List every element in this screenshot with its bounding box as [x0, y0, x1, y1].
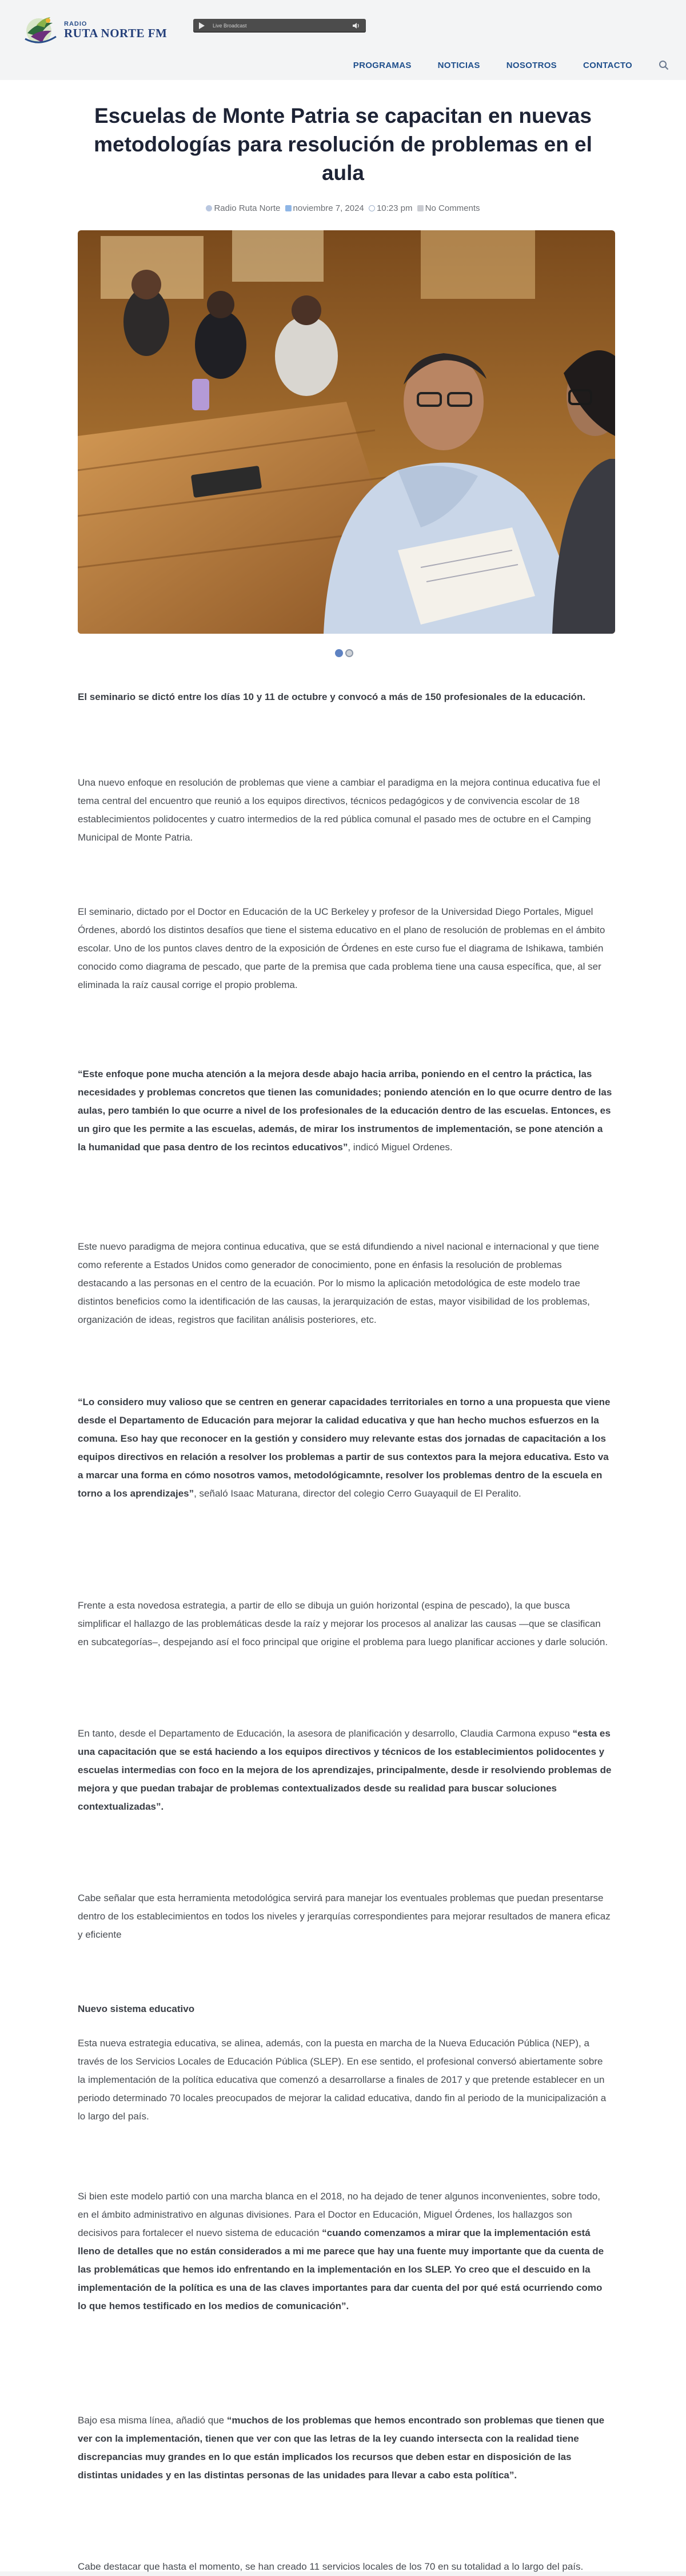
main-nav: [327, 60, 669, 70]
paragraph-bold: “muchos de los problemas que hemos encontrado son problemas que tienen que ver con la implementación, tienen que ver con que las letras de la ley cuando intersecta con la realidad tiene discrepancias muy grandes en lo que están implicados los recursos que deben estar en disposición de las distintas unidades y en las distintas personas de las unidades para llevar a cabo esta política”.: [78, 2415, 605, 2481]
meta-date: [285, 203, 364, 213]
paragraph-bold: “Este enfoque pone mucha atención a la mejora desde abajo hacia arriba, poniendo en el centro la práctica, las necesidades y problemas concretos que tienen las comunidades; poniendo atención en lo que ocurre dentro de las aulas, pero también lo que ocurre a nivel de los profesionales de la educación dentro de las escuelas. Entonces, es un giro que les permite a las escuelas, además, de mirar los instrumentos de implementación, se pone atención a la humanidad que pasa dentro de los recintos educativos”: [78, 1069, 612, 1153]
share-buttons: [335, 649, 356, 657]
nav-noticias[interactable]: NOTICIAS: [437, 60, 480, 70]
meta-comments[interactable]: [417, 203, 480, 213]
quote-paragraph: [78, 2411, 612, 2485]
logo-mark-icon: [19, 10, 61, 50]
nav-programas[interactable]: PROGRAMAS: [353, 60, 412, 70]
whatsapp-icon[interactable]: [345, 649, 353, 657]
article-title: Escuelas de Monte Patria se capacitan en nuevas metodologías para resolución de problemas en el aula: [94, 104, 592, 185]
paragraph: Esta nueva estrategia educativa, se alinea, además, con la puesta en marcha de la Nueva Educación Pública (NEP), a través de los Servicios Locales de Educación Pública (SLEP). En ese sentido, el profesional conversó abiertamente sobre la implementación de la política educativa que comenzó a desarrollarse a finales de 2017 y que pretende establecer en un periodo determinado 70 locales preocupados de mejorar la calidad educativa, dando fin al periodo de la municipalización a lo largo del país.: [78, 2038, 607, 2122]
share-icon[interactable]: [335, 649, 343, 657]
player-title: Live Broadcast: [213, 23, 247, 29]
nav-nosotros[interactable]: NOSOTROS: [506, 60, 557, 70]
paragraph-bold: “esta es una capacitación que se está haciendo a los equipos directivos y técnicos de los establecimientos polidocentes y escuelas intermedias con foco en la mejora de los aprendizajes, principalmente, desde ir resolviendo problemas de mejora y que puedan trabajar de problemas contextualizados desde su realidad para buscar soluciones contextualizadas”.: [78, 1728, 612, 1812]
article-meta: [0, 203, 686, 214]
paragraph-bold: “Lo considero muy valioso que se centren en generar capacidades territoriales en torno a una propuesta que viene desde el Departamento de Educación para mejorar la calidad educativa y que han hecho muchos esfuerzos en la comuna. Eso hay que reconocer en la gestión y considero muy relevante estas dos jornadas de capacitación a los equipos directivos en relación a resolver los problemas a partir de sus contextos para la mejora educativa. Esto va a marcar una forma en cómo nosotros vamos, metodológicamnte, resolver los problemas dentro de la escuela en torno a los aprendizajes”: [78, 1397, 611, 1499]
paragraph-lead: Si bien este modelo partió con una marcha blanca en el 2018, no ha dejado de tener algunos inconvenientes, sobre todo, en el ámbito administrativo en algunas divisiones. Para el Doctor en Educación, Miguel Órdenes, los hallazgos son decisivos para fortalecer el nuevo sistema de educación: [78, 2191, 600, 2238]
radio-player[interactable]: [193, 19, 366, 33]
paragraph-bold: El seminario se dictó entre los días 10 y 11 de octubre y convocó a más de 150 profesionales de la educación.: [78, 691, 586, 702]
nav-contacto[interactable]: CONTACTO: [583, 60, 632, 70]
quote-paragraph: [78, 1725, 612, 1816]
featured-image: [78, 230, 615, 634]
paragraph-lead: En tanto, desde el Departamento de Educación, la asesora de planificación y desarrollo, Claudia Carmona expuso: [78, 1728, 573, 1739]
quote-paragraph: [78, 1393, 612, 1503]
meta-time-text: 10:23 pm: [376, 203, 413, 213]
paragraph: Cabe señalar que esta herramienta metodológica servirá para manejar los eventuales problemas que puedan presentarse dentro de los establecimientos en todos los niveles y jerarquías correspondientes para mejorar resultados de manera eficaz y eficiente: [78, 1893, 611, 1940]
site-logo[interactable]: [19, 10, 180, 50]
search-icon[interactable]: [659, 60, 669, 70]
paragraph-bold: “cuando comenzamos a mirar que la implementación está lleno de detalles que no están considerados a mi me parece que hay una fuente muy importante que da cuenta de las problemáticas que hemos ido enfrentando en la implementación en los SLEP. Yo creo que el descuido en la implementación de la política es una de las claves importantes para dar cuenta del por qué está ocurriendo como lo que hemos testificado en los medios de comunicación”.: [78, 2227, 604, 2311]
meta-author[interactable]: [206, 203, 280, 213]
paragraph: Frente a esta novedosa estrategia, a partir de ello se dibuja un guión horizontal (espina de pescado), la que busca simplificar el hallazgo de las problemáticas desde la raíz y mejorar los procesos al analizar las causas —que se clasifican en subcategorías–, despejando así el foco principal que origine el problema para luego planificar acciones y darle solución.: [78, 1600, 608, 1647]
paragraph: Cabe destacar que hasta el momento, se han creado 11 servicios locales de los 70 en su totalidad a lo largo del país.: [78, 2561, 584, 2572]
quote-paragraph: [78, 2187, 612, 2315]
quote-paragraph: [78, 1065, 612, 1157]
article: [0, 80, 686, 2571]
article-lead: [78, 688, 612, 706]
meta-date-text: noviembre 7, 2024: [293, 203, 364, 213]
volume-icon[interactable]: [352, 22, 360, 29]
paragraph-attribution: , indicó Miguel Ordenes.: [348, 1142, 453, 1153]
clock-icon: [369, 205, 375, 211]
paragraph: El seminario, dictado por el Doctor en Educación de la UC Berkeley y profesor de la Universidad Diego Portales, Miguel Órdenes, abordó los distintos desafíos que tiene el sistema educativo en el plano de resolución de problemas en el ámbito escolar. Uno de los puntos claves dentro de la exposición de Órdenes en este curso fue el diagrama de Ishikawa, también conocido como diagrama de pescado, que parte de la premisa que cada problema tiene una causa específica, que, al ser eliminada la raíz causal corrige el propio problema.: [78, 906, 605, 990]
meta-time: [369, 203, 413, 213]
paragraph-attribution: , señaló Isaac Maturana, director del colegio Cerro Guayaquil de El Peralito.: [194, 1488, 521, 1499]
logo-big-text: RUTA NORTE FM: [64, 26, 167, 40]
logo-small-text: RADIO: [64, 20, 87, 27]
meta-comments-text: No Comments: [425, 203, 480, 213]
paragraph: Una nuevo enfoque en resolución de problemas que viene a cambiar el paradigma en la mejora continua educativa fue el tema central del encuentro que reunió a los equipos directivos, técnicos pedagógicos y de convivencia escolar de 18 establecimientos polidocentes y cuatro intermedios de la red pública comunal el pasado mes de octubre en el Camping Municipal de Monte Patria.: [78, 777, 600, 843]
calendar-icon: [285, 205, 292, 211]
play-icon[interactable]: [199, 22, 205, 29]
paragraph-lead: Bajo esa misma línea, añadió que: [78, 2415, 227, 2426]
site-header: [0, 0, 686, 80]
paragraph: Este nuevo paradigma de mejora continua educativa, que se está difundiendo a nivel nacional e internacional y que tiene como referente a Estados Unidos como generador de conocimiento, pone en énfasis la resolución de problemas destacando a las personas en el centro de la ecuación. Por lo mismo la aplicación metodológica de este modelo trae distintos beneficios como la identificación de las causas, la jerarquización de estas, mayor visibilidad de los problemas, organización de ideas, registros que facilitan análisis posteriores, etc.: [78, 1241, 600, 1325]
section-heading: Nuevo sistema educativo: [78, 2003, 195, 2014]
comment-icon: [417, 205, 424, 211]
user-icon: [206, 205, 212, 211]
meta-author-text: Radio Ruta Norte: [214, 203, 281, 213]
featured-photo: [78, 230, 615, 634]
